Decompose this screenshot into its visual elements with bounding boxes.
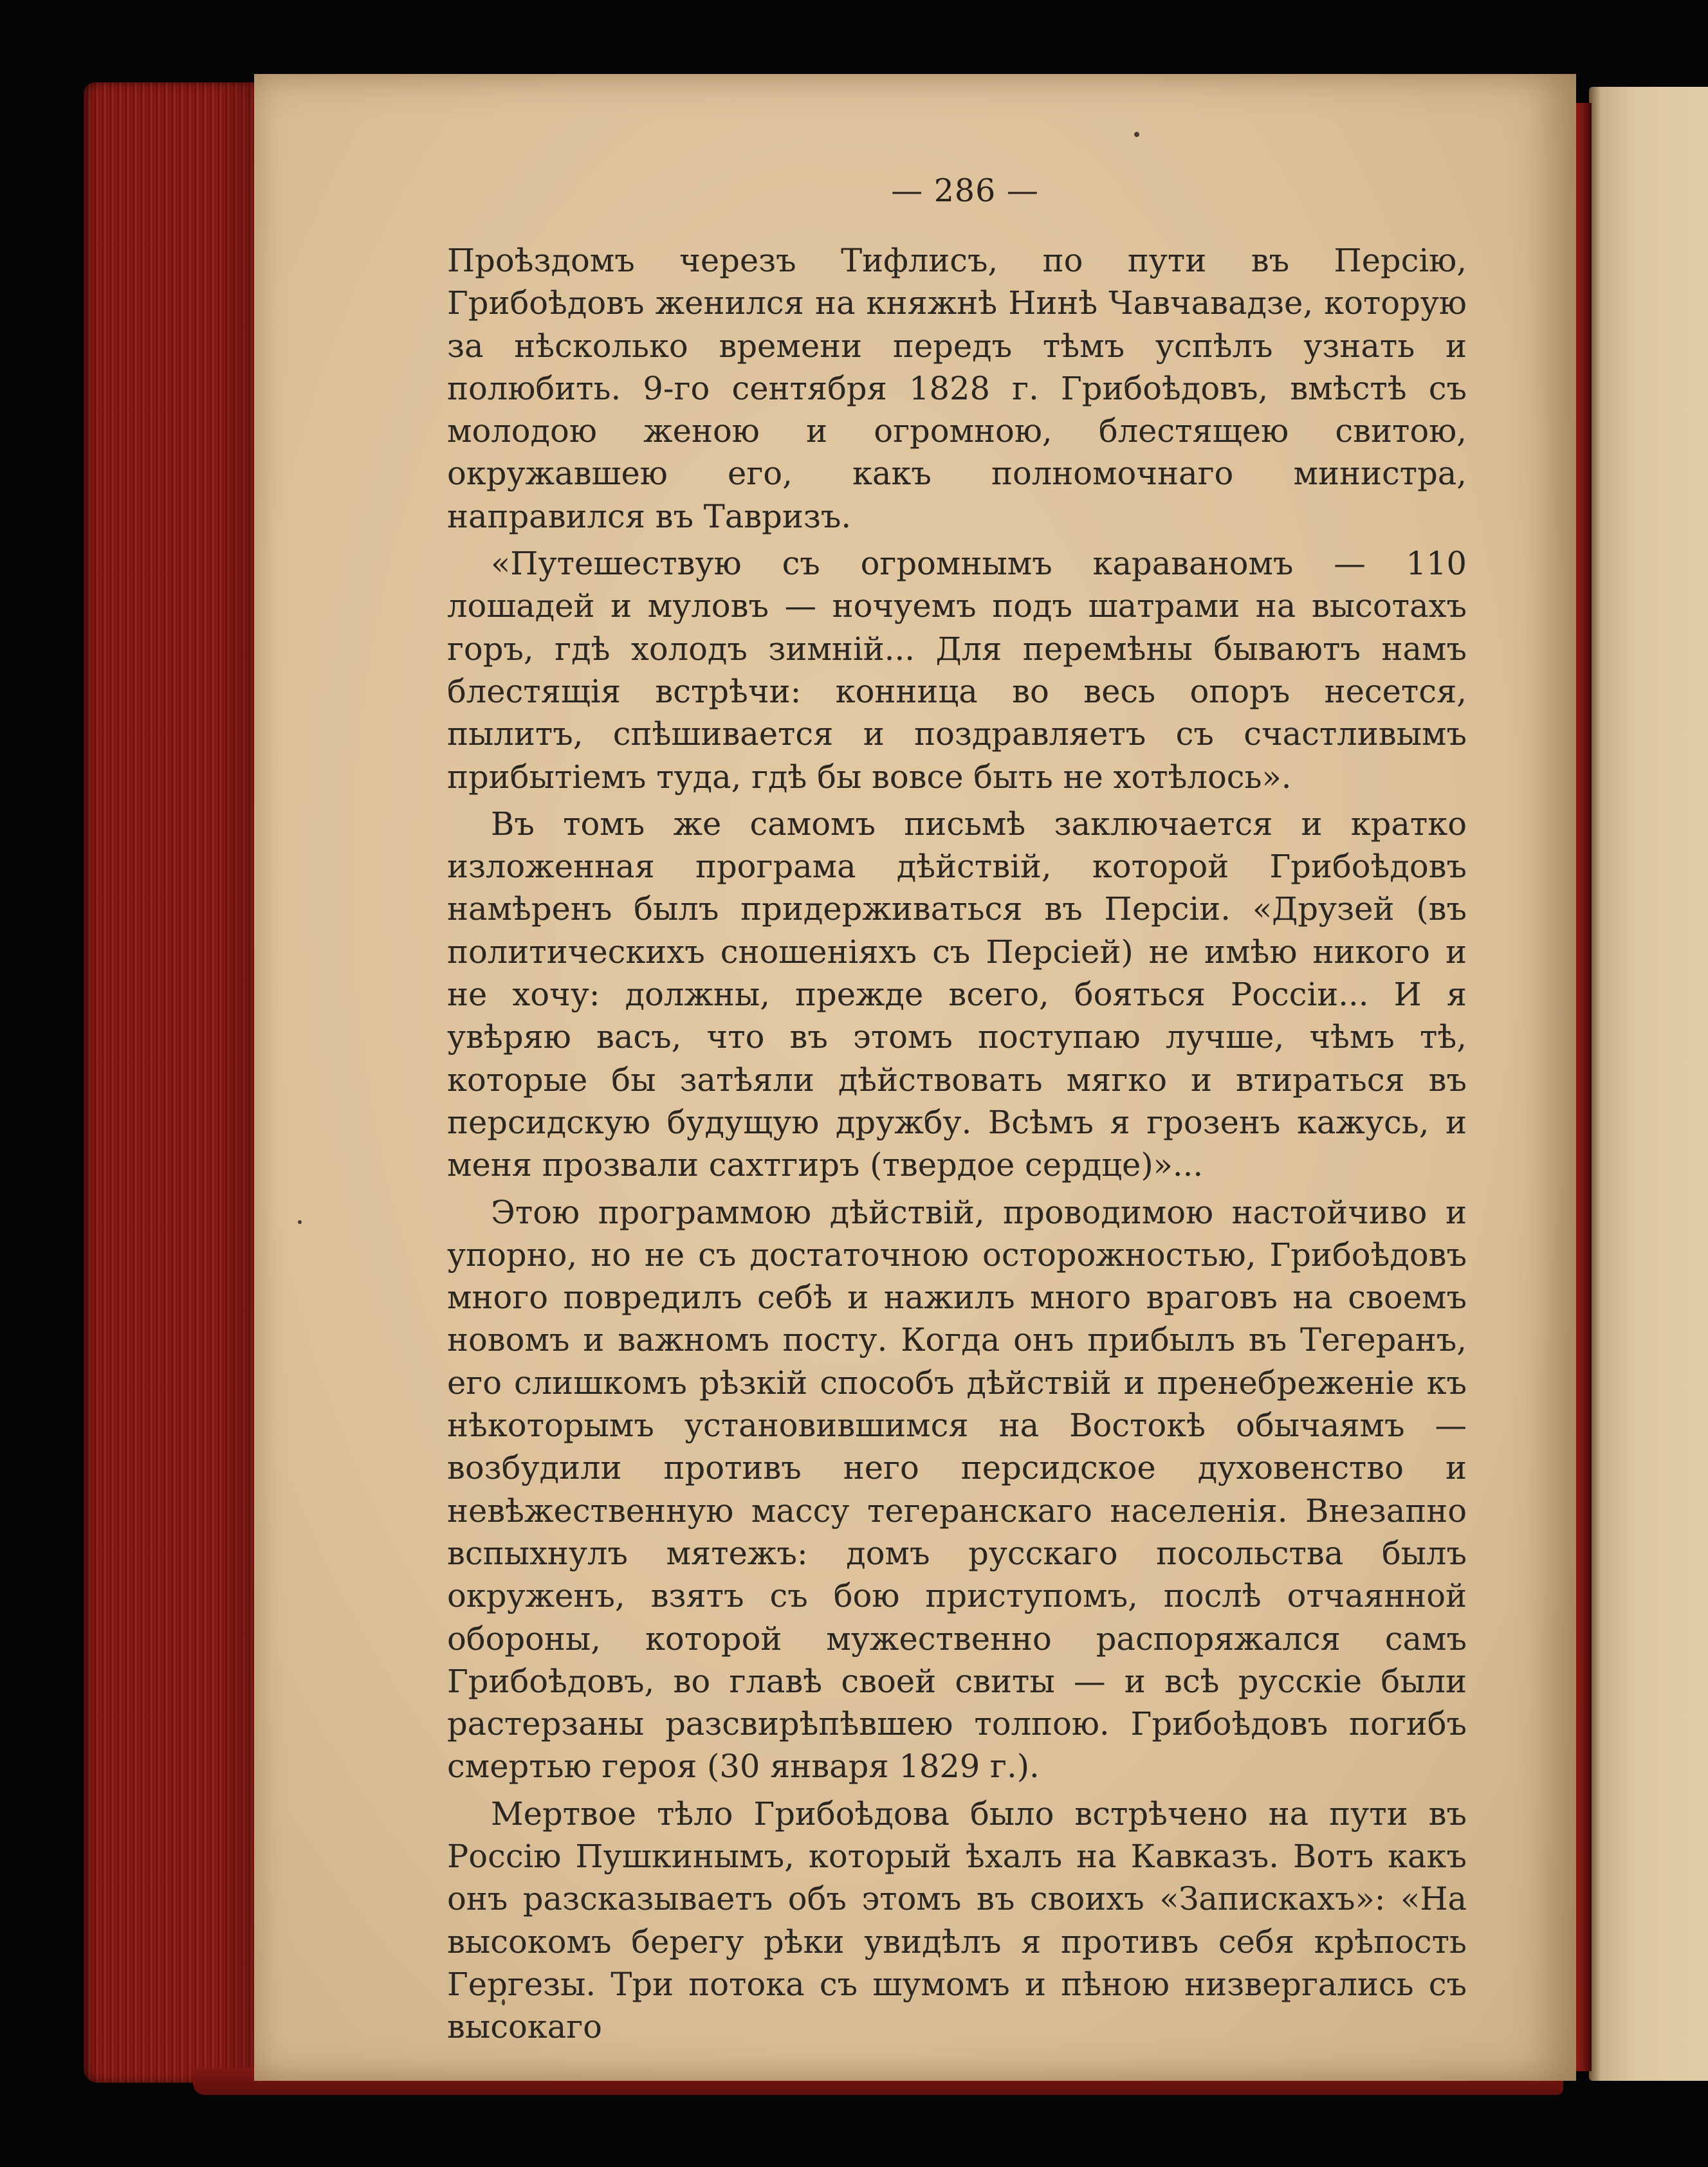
facing-page — [1589, 87, 1708, 2081]
body-text — [447, 239, 1467, 2048]
paragraph: Проѣздомъ черезъ Тифлисъ, по пути въ Персію, Грибоѣдовъ женился на княжнѣ Нинѣ Чавчавадзе, которую за нѣсколько времени передъ тѣмъ успѣлъ узнать и полюбить. 9-го сентября 1828 г. Грибоѣдовъ, вмѣстѣ съ молодою женою и огромною, блестящею свитою, окружавшею его, какъ полномочнаго министра, направился въ Тавризъ. — [447, 242, 1467, 535]
page-number: — 286 — — [891, 172, 1039, 209]
paragraph: Мертвое тѣло Грибоѣдова было встрѣчено на пути въ Россію Пушкинымъ, который ѣхалъ на Кавказъ. Вотъ какъ онъ разсказываетъ объ этомъ въ своихъ «Запискахъ»: «На высокомъ берегу рѣки увидѣлъ я противъ себя крѣпость Гергезы. Три потока съ шумомъ и пѣною низвергались съ высокаго — [447, 1795, 1467, 2046]
paper-speck — [298, 1220, 302, 1224]
paragraph: Этою программою дѣйствій, проводимою настойчиво и упорно, но не съ достаточною осторожностью, Грибоѣдовъ много повредилъ себѣ и нажилъ много враговъ на своемъ новомъ и важномъ посту. Когда онъ прибылъ въ Тегеранъ, его слишкомъ рѣзкій способъ дѣйствій и пренебреженіе къ нѣкоторымъ установившимся на Востокѣ обычаямъ — возбудили противъ него персидское духовенство и невѣжественную массу тегеранскаго населенія. Внезапно вспыхнулъ мятежъ: домъ русскаго посольства былъ окруженъ, взятъ съ бою приступомъ, послѣ отчаянной обороны, которой мужественно распоряжался самъ Грибоѣдовъ, во главѣ своей свиты — и всѣ русскіе были растерзаны разсвирѣпѣвшею толпою. Грибоѣдовъ погибъ смертью героя (30 января 1829 г.). — [447, 1193, 1467, 1786]
paper-speck — [1134, 132, 1139, 137]
book-page-edges-left — [84, 82, 261, 2083]
paragraph: «Путешествую съ огромнымъ караваномъ — 110 лошадей и муловъ — ночуемъ подъ шатрами на высотахъ горъ, гдѣ холодъ зимній... Для перемѣны бываютъ намъ блестящія встрѣчи: конница во весь опоръ несется, пылитъ, спѣшивается и поздравляетъ съ счастливымъ прибытіемъ туда, гдѣ бы вовсе быть не хотѣлось». — [447, 545, 1467, 796]
paragraph: Въ томъ же самомъ письмѣ заключается и кратко изложенная програма дѣйствій, которой Грибоѣдовъ намѣренъ былъ придерживаться въ Персіи. «Друзей (въ политическихъ сношеніяхъ съ Персіей) не имѣю никого и не хочу: должны, прежде всего, бояться Россіи... И я увѣряю васъ, что въ этомъ поступаю лучше, чѣмъ тѣ, которые бы затѣяли дѣйствовать мягко и втираться въ персидскую будущую дружбу. Всѣмъ я грозенъ кажусь, и меня прозвали сахтгиръ (твердое сердце)»... — [447, 805, 1467, 1184]
